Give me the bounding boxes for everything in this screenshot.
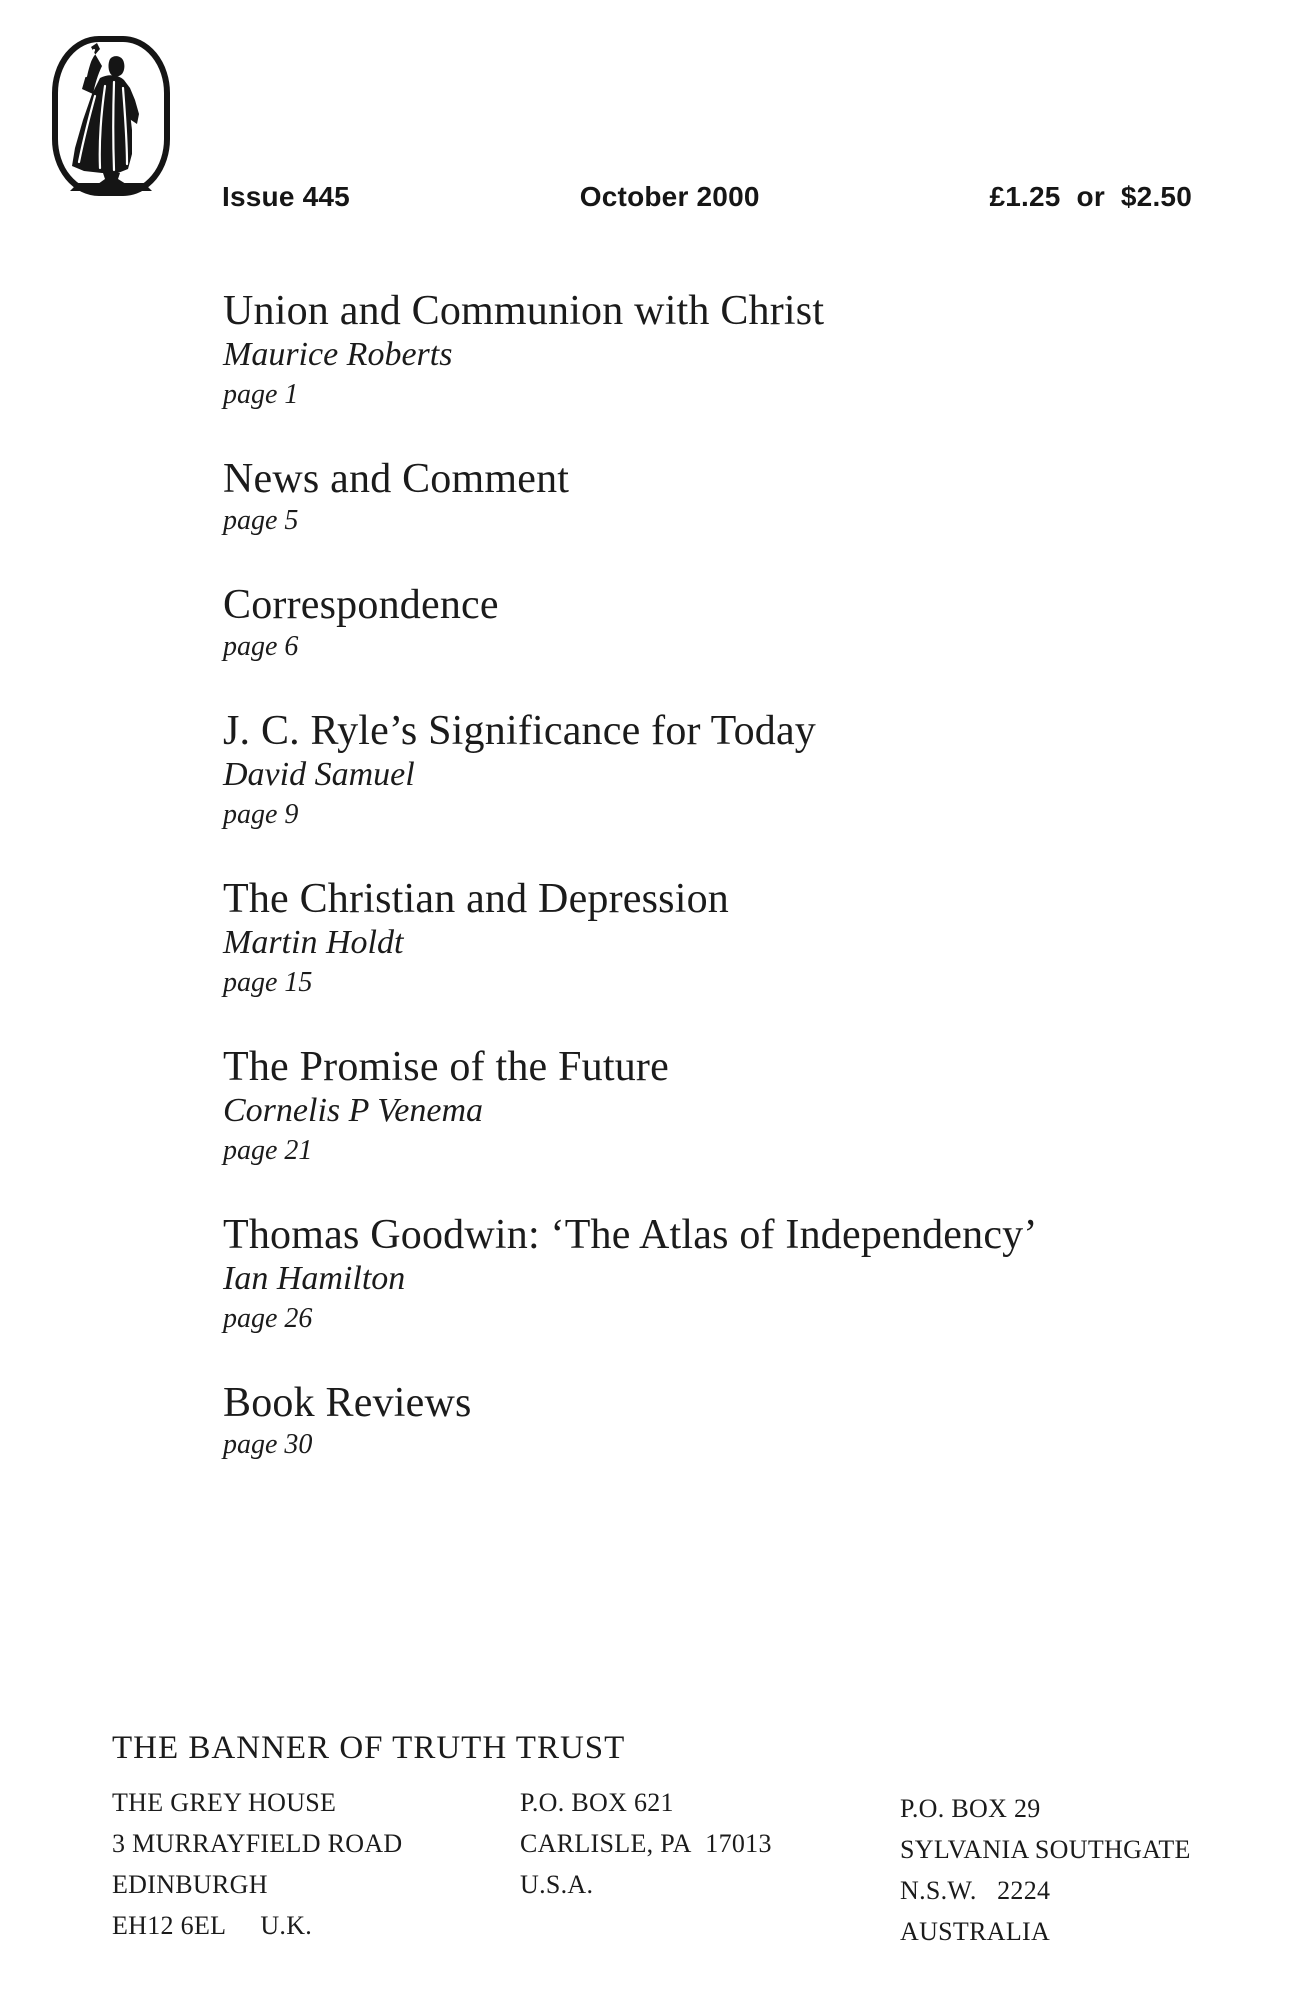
address-column [520,1782,772,1905]
contents-item [223,582,1243,666]
issue-info-line [222,181,1192,213]
article-title: The Promise of the Future [223,1044,669,1090]
address-line: 3 MURRAYFIELD ROAD [112,1829,403,1858]
contents-item [223,876,1243,1002]
article-page-ref: page 15 [223,967,313,998]
contents-item [223,1044,1243,1170]
article-page-ref: page 30 [223,1429,313,1460]
article-author: Cornelis P Venema [223,1092,484,1129]
article-title: Book Reviews [223,1380,472,1426]
contents-item [223,1212,1243,1338]
contents-item [223,1380,1243,1464]
article-page-ref: page 21 [223,1135,313,1166]
address-line: AUSTRALIA [900,1917,1051,1946]
contents-item [223,456,1243,540]
address-column [900,1788,1191,1952]
address-line: SYLVANIA SOUTHGATE [900,1835,1191,1864]
address-line: P.O. BOX 621 [520,1788,674,1817]
issue-date: October 2000 [579,181,760,212]
article-author: Maurice Roberts [223,336,453,373]
address-line: U.S.A. [520,1870,594,1899]
article-page-ref: page 1 [223,379,299,410]
contents-item [223,708,1243,834]
article-page-ref: page 26 [223,1303,313,1334]
article-author: Ian Hamilton [223,1260,406,1297]
publisher-name: THE BANNER OF TRUTH TRUST [112,1730,626,1766]
address-line: N.S.W. 2224 [900,1876,1051,1905]
contents-item [223,288,1243,414]
address-line: P.O. BOX 29 [900,1794,1041,1823]
article-title: J. C. Ryle’s Significance for Today [223,708,817,754]
preacher-in-oval-icon [50,34,172,198]
article-title: News and Comment [223,456,570,502]
article-title: Correspondence [223,582,499,628]
address-column [112,1782,402,1946]
article-page-ref: page 5 [223,505,299,536]
contents-list [223,288,1243,1506]
issue-price: £1.25 or $2.50 [989,181,1192,212]
address-line: CARLISLE, PA 17013 [520,1829,772,1858]
address-line: THE GREY HOUSE [112,1788,337,1817]
article-title: Thomas Goodwin: ‘The Atlas of Independency’ [223,1212,1038,1258]
article-page-ref: page 9 [223,799,299,830]
issue-number: Issue 445 [222,181,350,212]
article-author: David Samuel [223,756,415,793]
article-title: Union and Communion with Christ [223,288,825,334]
article-author: Martin Holdt [223,924,404,961]
publisher-addresses [112,1782,1252,1972]
article-page-ref: page 6 [223,631,299,662]
address-line: EDINBURGH [112,1870,268,1899]
address-line: EH12 6EL U.K. [112,1911,313,1940]
banner-of-truth-logo [50,34,172,198]
article-title: The Christian and Depression [223,876,729,922]
publisher-block [112,1728,1252,1972]
